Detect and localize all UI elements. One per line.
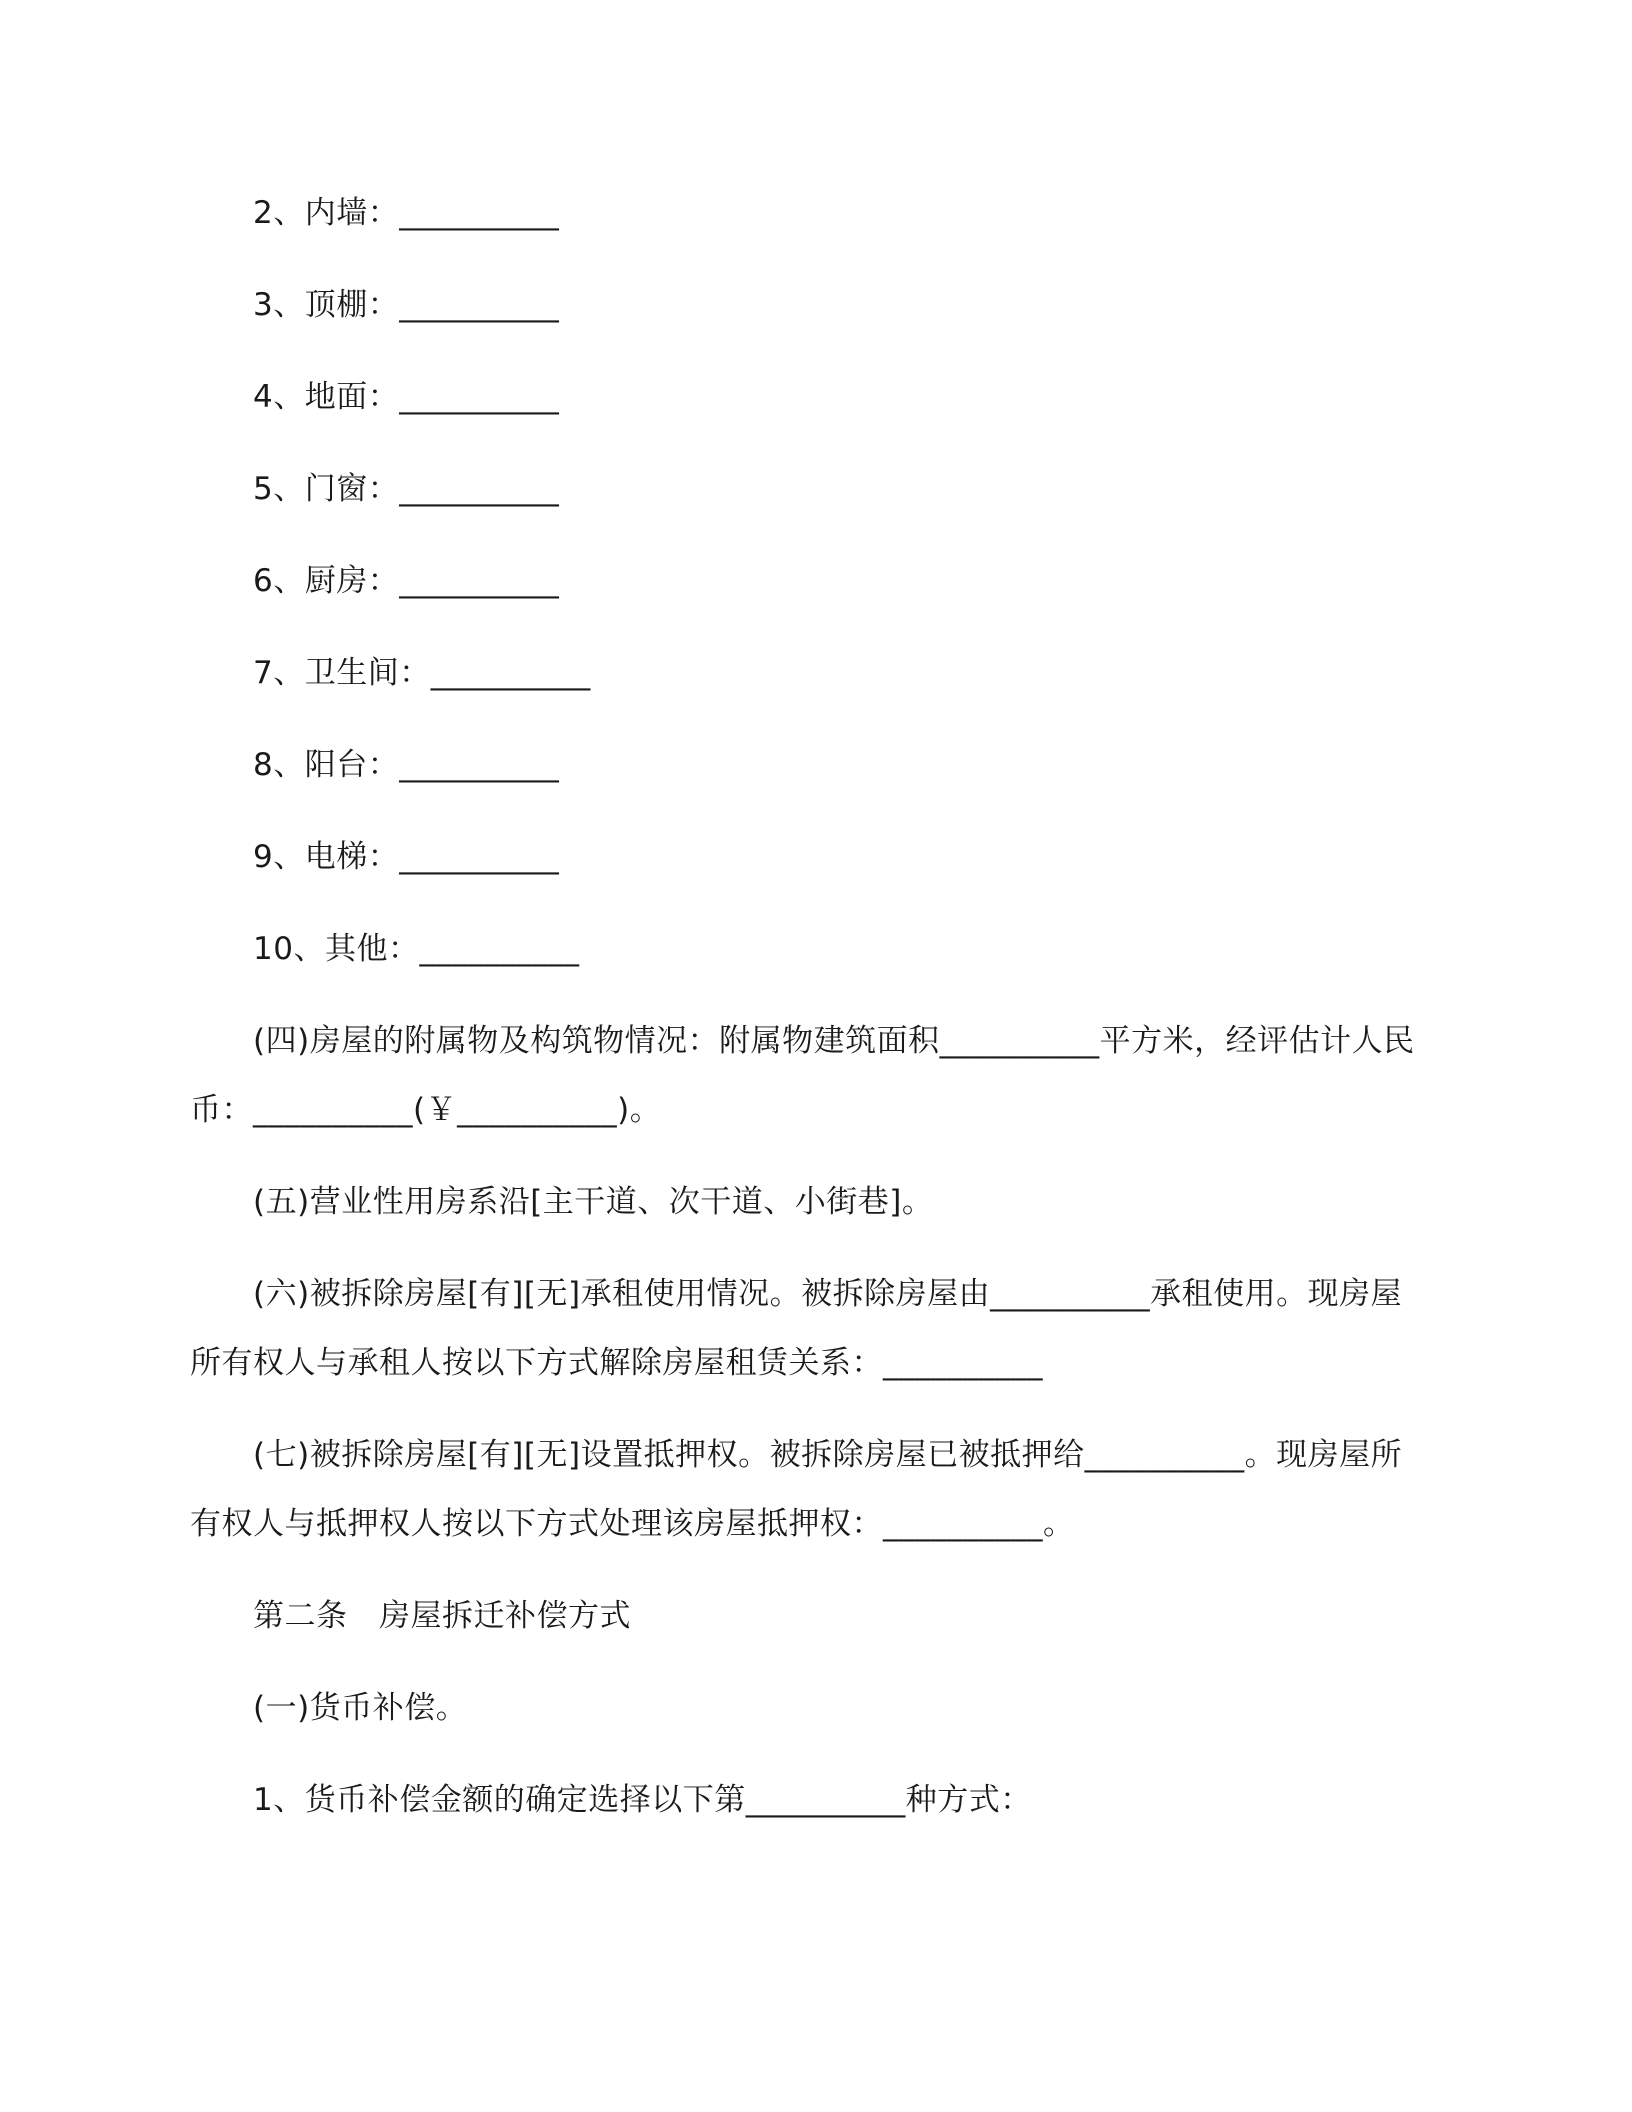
para5: (五)营业性用房系沿[主干道、次干道、小街巷]。 — [253, 1184, 934, 1220]
para6-line1: (六)被拆除房屋[有][无]承租使用情况。被拆除房屋由__________承租使用。现房屋 — [253, 1276, 1403, 1312]
sub1-heading: (一)货币补偿。 — [253, 1690, 468, 1726]
para7-line1: (七)被拆除房屋[有][无]设置抵押权。被拆除房屋已被抵押给__________。现房屋所 — [253, 1437, 1403, 1473]
para7-line2: 有权人与抵押权人按以下方式处理该房屋抵押权：__________。 — [190, 1506, 1075, 1542]
article2-heading: 第二条 房屋拆迁补偿方式 — [253, 1598, 631, 1634]
item-floor: 4、地面：__________ — [253, 379, 560, 415]
para4-line1: (四)房屋的附属物及构筑物情况：附属物建筑面积__________平方米，经评估计人民 — [253, 1023, 1415, 1059]
item-doors-windows: 5、门窗：__________ — [253, 471, 560, 507]
item-kitchen: 6、厨房：__________ — [253, 563, 560, 599]
item-balcony: 8、阳台：__________ — [253, 747, 560, 783]
sub1-item1: 1、货币补偿金额的确定选择以下第__________种方式： — [253, 1782, 1032, 1818]
item-elevator: 9、电梯：__________ — [253, 839, 560, 875]
para4-line2: 币：__________(￥__________)。 — [190, 1092, 662, 1128]
para6-line2: 所有权人与承租人按以下方式解除房屋租赁关系：__________ — [190, 1345, 1043, 1381]
item-bathroom: 7、卫生间：__________ — [253, 655, 591, 691]
item-ceiling: 3、顶棚：__________ — [253, 287, 560, 323]
item-other: 10、其他：__________ — [253, 931, 580, 967]
item-inner-wall: 2、内墙：__________ — [253, 195, 560, 231]
